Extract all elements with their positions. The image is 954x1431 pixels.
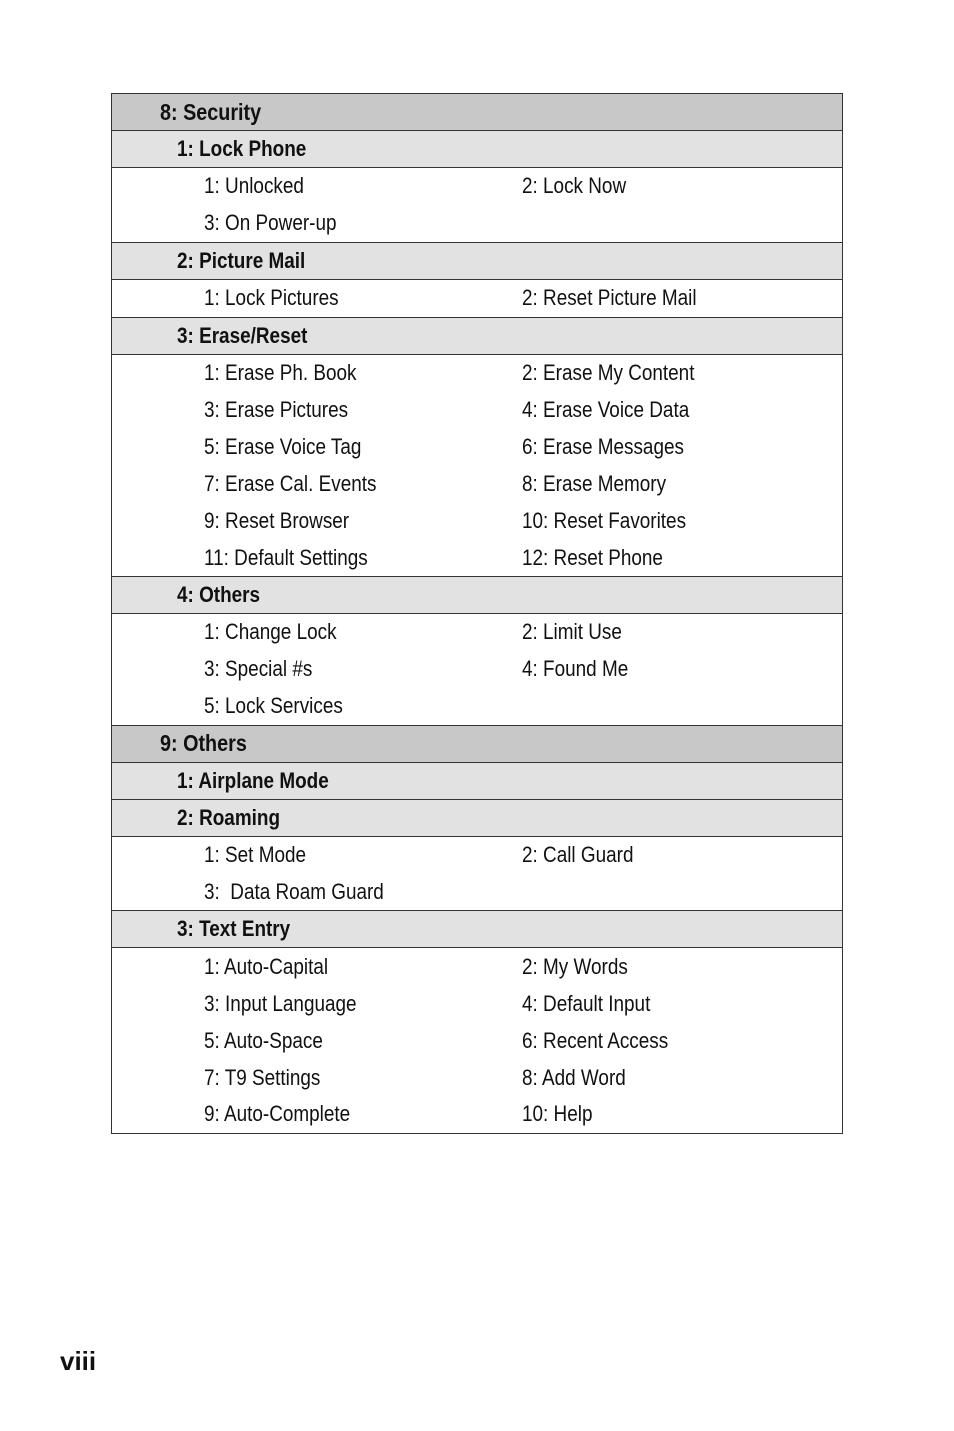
- menu-item-label: 5: Auto-Space: [204, 1027, 323, 1053]
- menu-item-label: 9: Reset Browser: [204, 507, 350, 533]
- menu-item-label: 2: Limit Use: [522, 619, 622, 645]
- menu-item-label: 10: Help: [522, 1101, 593, 1127]
- menu-item: [112, 508, 522, 534]
- menu-item: [522, 173, 842, 199]
- menu-item: [522, 471, 842, 497]
- page-number: viii: [60, 1346, 97, 1376]
- section-header: [112, 94, 842, 131]
- menu-item: [112, 954, 522, 980]
- menu-item-row: [112, 428, 842, 465]
- menu-item: [522, 656, 842, 682]
- submenu-title: 4: Others: [177, 582, 261, 608]
- menu-item-label: 7: T9 Settings: [204, 1064, 321, 1090]
- menu-item-row: [112, 614, 842, 651]
- menu-item-row: [112, 985, 842, 1022]
- menu-item: [522, 285, 842, 311]
- menu-item: [522, 693, 842, 719]
- menu-item: [112, 1065, 522, 1091]
- menu-item: [522, 545, 842, 571]
- menu-item-row: [112, 1022, 842, 1059]
- menu-item-row: [112, 837, 842, 874]
- menu-item-label: 1: Unlocked: [204, 173, 304, 199]
- menu-item: [112, 1028, 522, 1054]
- menu-tree-table: [111, 93, 843, 1134]
- submenu-header: [112, 318, 842, 355]
- menu-item: [112, 545, 522, 571]
- menu-item-label: 2: My Words: [522, 953, 628, 979]
- menu-item-row: [112, 502, 842, 539]
- menu-item-label: 2: Lock Now: [522, 173, 627, 199]
- menu-item: [522, 991, 842, 1017]
- submenu-title: 1: Lock Phone: [177, 136, 307, 161]
- menu-item-row: [112, 948, 842, 985]
- menu-item: [112, 173, 522, 199]
- menu-item: [522, 434, 842, 460]
- menu-item-row: [112, 280, 842, 317]
- submenu-header: [112, 800, 842, 837]
- menu-item: [522, 397, 842, 423]
- submenu-title: 2: Roaming: [177, 804, 281, 830]
- menu-item-label: 9: Auto-Complete: [204, 1101, 351, 1127]
- menu-item-row: [112, 465, 842, 502]
- menu-item-label: 5: Erase Voice Tag: [204, 433, 362, 459]
- submenu-header: [112, 577, 842, 614]
- menu-item: [112, 1101, 522, 1127]
- menu-item-label: 4: Erase Voice Data: [522, 397, 690, 422]
- menu-item: [112, 693, 522, 719]
- menu-item-row: [112, 355, 842, 392]
- submenu-title: 3: Erase/Reset: [177, 322, 308, 348]
- menu-item-label: 1: Lock Pictures: [204, 285, 339, 311]
- menu-item: [522, 879, 842, 905]
- submenu-title: 1: Airplane Mode: [177, 767, 329, 793]
- section-header: [112, 726, 842, 763]
- menu-item-label: 11: Default Settings: [204, 544, 368, 570]
- menu-item-label: 1: Set Mode: [204, 842, 307, 868]
- menu-item-label: 3: Special #s: [204, 656, 313, 682]
- menu-item-label: 3: Input Language: [204, 990, 357, 1016]
- menu-item-label: 6: Recent Access: [522, 1027, 669, 1053]
- menu-item: [522, 508, 842, 534]
- menu-item-row: [112, 1096, 842, 1133]
- submenu-header: [112, 763, 842, 800]
- menu-item: [522, 619, 842, 645]
- menu-item-label: 1: Change Lock: [204, 619, 337, 645]
- menu-item: [522, 210, 842, 236]
- menu-item-row: [112, 651, 842, 688]
- menu-item-label: 2: Erase My Content: [522, 360, 695, 386]
- menu-item: [112, 360, 522, 386]
- menu-item: [112, 210, 522, 236]
- menu-item: [112, 397, 522, 423]
- menu-item: [522, 842, 842, 868]
- menu-item-label: 4: Found Me: [522, 656, 629, 682]
- menu-item: [522, 1101, 842, 1127]
- menu-item-label: 6: Erase Messages: [522, 433, 684, 459]
- menu-item-label: 8: Erase Memory: [522, 470, 667, 496]
- submenu-title: 3: Text Entry: [177, 916, 291, 942]
- menu-item-label: 2: Call Guard: [522, 842, 634, 868]
- menu-item: [522, 954, 842, 980]
- menu-item: [112, 434, 522, 460]
- submenu-header: [112, 243, 842, 280]
- menu-item-label: 10: Reset Favorites: [522, 507, 687, 533]
- menu-item-row: [112, 688, 842, 725]
- menu-item-row: [112, 205, 842, 242]
- submenu-items: [112, 168, 842, 243]
- menu-item-label: 3: Data Roam Guard: [204, 879, 384, 905]
- menu-item-label: 7: Erase Cal. Events: [204, 470, 377, 496]
- menu-item: [112, 991, 522, 1017]
- menu-item: [112, 879, 522, 905]
- submenu-items: [112, 837, 842, 912]
- menu-item-label: 2: Reset Picture Mail: [522, 285, 697, 311]
- menu-item-label: 12: Reset Phone: [522, 544, 663, 570]
- menu-item-row: [112, 392, 842, 429]
- menu-item: [112, 471, 522, 497]
- menu-item: [112, 656, 522, 682]
- submenu-items: [112, 614, 842, 726]
- menu-item: [112, 285, 522, 311]
- menu-item-label: 1: Auto-Capital: [204, 953, 329, 979]
- menu-item: [522, 1065, 842, 1091]
- submenu-header: [112, 911, 842, 948]
- menu-item-row: [112, 1059, 842, 1096]
- section-title: 8: Security: [160, 98, 262, 125]
- menu-item: [112, 619, 522, 645]
- submenu-items: [112, 355, 842, 577]
- menu-item-label: 4: Default Input: [522, 990, 651, 1016]
- menu-item-row: [112, 539, 842, 576]
- submenu-items: [112, 948, 842, 1132]
- menu-item: [522, 360, 842, 386]
- menu-item-row: [112, 168, 842, 205]
- menu-item-label: 1: Erase Ph. Book: [204, 360, 357, 386]
- menu-item-label: 8: Add Word: [522, 1064, 626, 1090]
- submenu-title: 2: Picture Mail: [177, 247, 306, 273]
- menu-item-label: 3: Erase Pictures: [204, 397, 349, 422]
- submenu-items: [112, 280, 842, 318]
- submenu-header: [112, 131, 842, 168]
- menu-item-label: 5: Lock Services: [204, 693, 343, 719]
- menu-item: [112, 842, 522, 868]
- menu-item: [522, 1028, 842, 1054]
- menu-item-label: 3: On Power-up: [204, 210, 337, 236]
- menu-item-row: [112, 874, 842, 911]
- section-title: 9: Others: [160, 730, 247, 757]
